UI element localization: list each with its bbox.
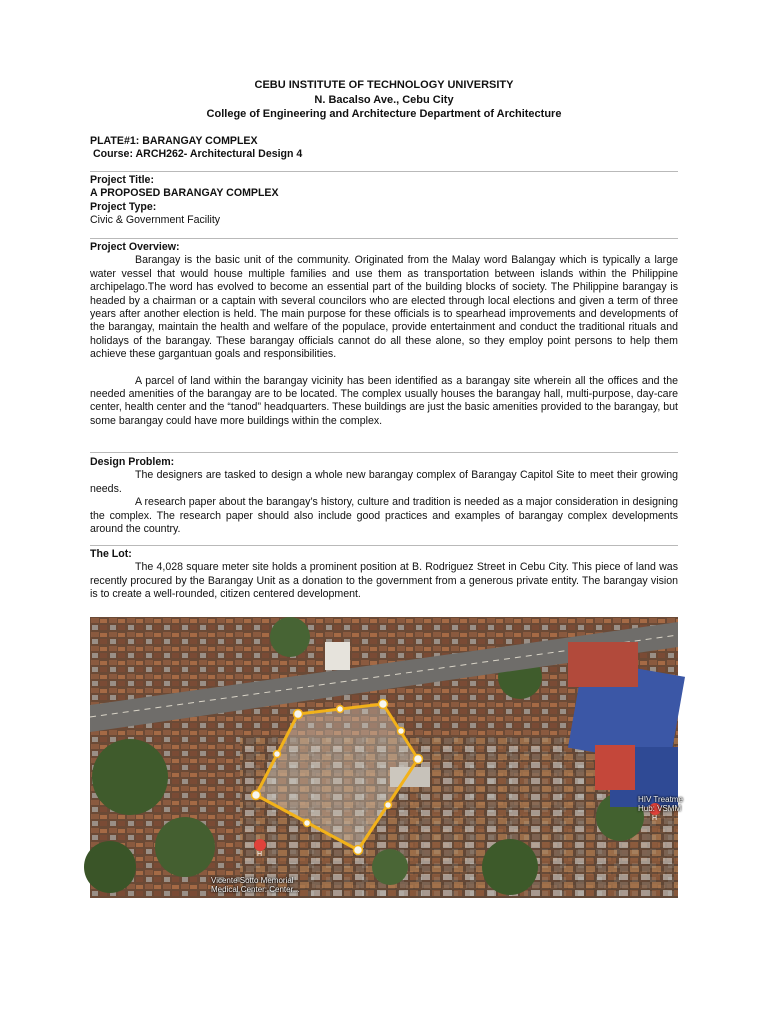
divider (90, 545, 678, 546)
design-problem-label: Design Problem: (90, 456, 175, 468)
project-type-value: Civic & Government Facility (90, 214, 221, 227)
divider (90, 238, 678, 239)
divider (90, 452, 678, 453)
lot-block (90, 548, 678, 602)
medical-center-label: Vicente Sotto Memorial Medical Center: Center... (211, 876, 300, 894)
document-header (90, 78, 678, 122)
design-problem-paragraph-2: A research paper about the barangay’s history, culture and tradition is needed as a major consideration in designing the complex. The research paper should also include good practices and examples of barangay complex developments around the country. (90, 496, 678, 536)
overview-block (90, 241, 678, 428)
project-title-value: A PROPOSED BARANGAY COMPLEX (90, 187, 279, 200)
course-line: Course: ARCH262- Architectural Design 4 (90, 148, 303, 161)
project-type-label: Project Type: (90, 200, 157, 213)
university-address: N. Bacalso Ave., Cebu City (314, 93, 454, 106)
design-problem-block (90, 456, 678, 536)
university-name: CEBU INSTITUTE OF TECHNOLOGY UNIVERSITY (254, 79, 514, 91)
project-block (90, 174, 678, 228)
overview-label: Project Overview: (90, 241, 180, 253)
hiv-hub-label: HIV Treatme Hub: VSMM (638, 795, 683, 813)
design-problem-paragraph-1: The designers are tasked to design a whole new barangay complex of Barangay Capitol Site to meet their growing needs. (90, 469, 678, 495)
plate-block (90, 135, 678, 162)
site-aerial-map (90, 617, 683, 898)
divider (90, 171, 678, 172)
lot-paragraph: The 4,028 square meter site holds a prominent position at B. Rodriguez Street in Cebu City. This piece of land was recently procured by the Barangay Unit as a donation to the government from a generous private entity. The barangay vision is to create a well-rounded, citizen centered development. (90, 561, 678, 601)
lot-label: The Lot: (90, 548, 132, 560)
project-title-label: Project Title: (90, 174, 154, 186)
plate-title: PLATE#1: BARANGAY COMPLEX (90, 135, 258, 147)
overview-paragraph-1: Barangay is the basic unit of the community. Originated from the Malay word Balangay which is typically a large water vessel that would house multiple families and use them as transportation between islands within the Philippine archipelago.The word has evolved to become an essential part of the building blocks of society. The Philippine barangay is headed by a chairman or a captain with several councilors who are elected through local elections and given a term of three years after another election is held. The main purpose for these officials is to spearhead improvements and developments of the barangay, maintain the health and welfare of the populace, provide entertainment and conduct the traditional rituals and holidays of the barangay. These barangay officials cannot do all these alone, so they employ point persons to help them achieve these gargantuan goals and responsibilities. (90, 254, 678, 361)
aerial-image (90, 617, 678, 898)
svg-text:H: H (257, 851, 263, 858)
overview-paragraph-2: A parcel of land within the barangay vicinity has been identified as a barangay site wherein all the offices and the needed amenities of the barangay are to be located. The complex usually houses the barangay hall, multi-purpose, day-care center, health center and the “tanod” headquarters. These buildings are just the basic amenities provided to the barangay, but some barangay could have more buildings within the complex. (90, 374, 678, 427)
svg-text:H: H (652, 815, 658, 822)
college-department: College of Engineering and Architecture Department of Architecture (206, 108, 562, 120)
